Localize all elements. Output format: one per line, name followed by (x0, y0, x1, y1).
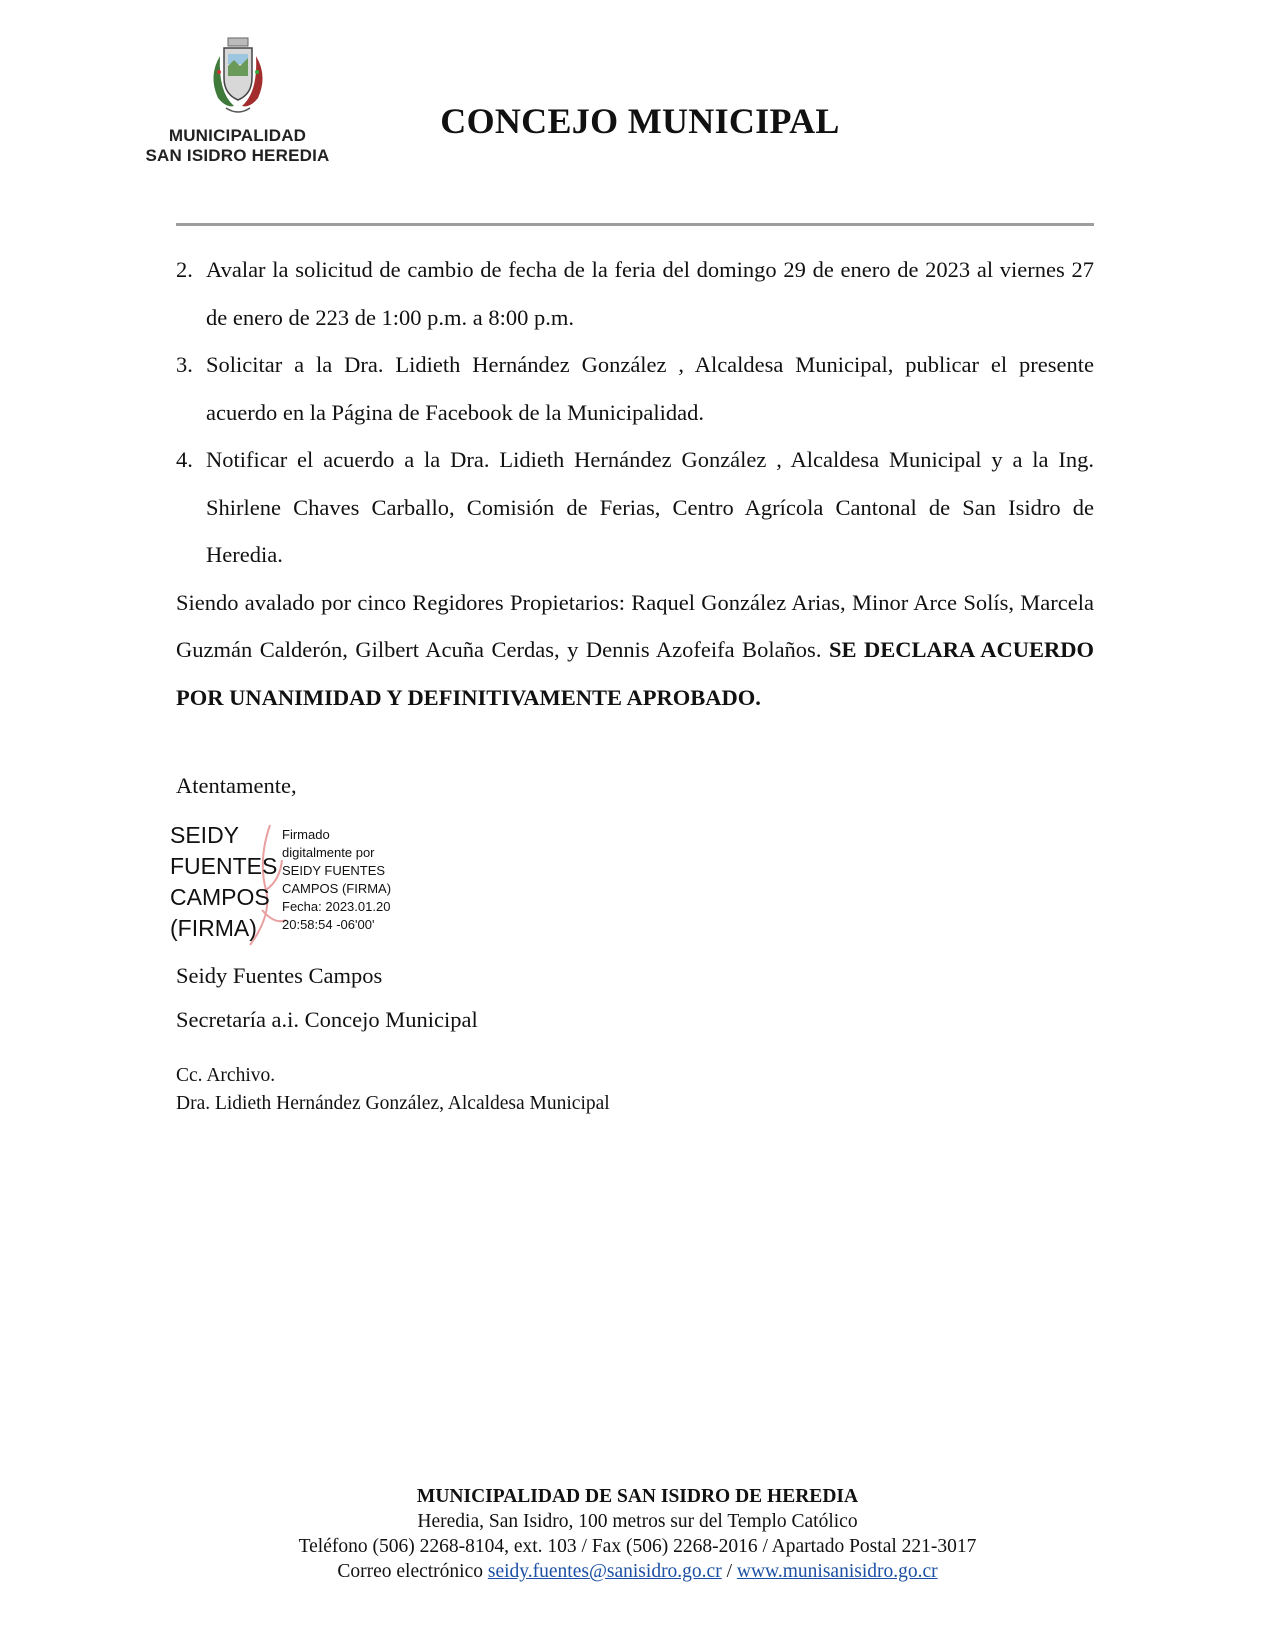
footer-phone: Teléfono (506) 2268-8104, ext. 103 / Fax (506) 2268-2016 / Apartado Postal 221-3017 (298, 1536, 977, 1557)
agreement-item (176, 341, 1094, 436)
signer-block (176, 954, 478, 1042)
footer-separator: / (726, 1561, 733, 1582)
item-text: Solicitar a la Dra. Lidieth Hernández González , Alcaldesa Municipal, publicar el presente acuerdo en la Página de Facebook de la Municipalidad. (206, 352, 1094, 425)
logo-text-line2: SAN ISIDRO HEREDIA (145, 146, 330, 165)
header-divider (176, 223, 1094, 226)
vote-paragraph (176, 579, 1094, 722)
item-number: 2. (176, 257, 193, 282)
cc-block (176, 1062, 610, 1118)
signature-name-block (170, 820, 277, 944)
footer-email-link[interactable]: seidy.fuentes@sanisidro.go.cr (487, 1561, 722, 1582)
vote-text: Siendo avalado por cinco Regidores Propietarios: Raquel González Arias, Minor Arce Solís, Marcela Guzmán Calderón, Gilbert Acuña Cerdas, y Dennis Azofeifa Bolaños. (176, 589, 1094, 662)
signature-detail-line: SEIDY FUENTES (282, 863, 386, 878)
footer-email-label: Correo electrónico (337, 1561, 483, 1582)
page-footer (200, 1484, 1075, 1584)
page-title: CONCEJO MUNICIPAL (440, 101, 840, 141)
signature-detail-line: CAMPOS (FIRMA) (282, 881, 392, 896)
footer-website-link[interactable]: www.munisanisidro.go.cr (736, 1561, 938, 1582)
agreement-item (176, 246, 1094, 341)
item-number: 3. (176, 352, 193, 377)
cc-line: Dra. Lidieth Hernández González, Alcaldesa Municipal (176, 1093, 610, 1114)
coat-of-arms-icon (198, 36, 278, 126)
signature-detail-line: Fecha: 2023.01.20 (282, 899, 391, 914)
signer-name: Seidy Fuentes Campos (176, 963, 383, 988)
signature-details (282, 826, 391, 934)
logo-text-line1: MUNICIPALIDAD (168, 126, 307, 145)
signature-name-line: FUENTES (170, 853, 278, 879)
signer-role: Secretaría a.i. Concejo Municipal (176, 1007, 478, 1032)
item-text: Notificar el acuerdo a la Dra. Lidieth Hernández González , Alcaldesa Municipal y a la Ing. Shirlene Chaves Carballo, Comisión de Ferias, Centro Agrícola Cantonal de San Isidro de Heredia. (206, 447, 1094, 567)
cc-line: Cc. Archivo. (176, 1065, 276, 1086)
document-body (176, 246, 1094, 721)
signature-name-line: CAMPOS (170, 884, 270, 910)
item-number: 4. (176, 447, 193, 472)
footer-org: MUNICIPALIDAD DE SAN ISIDRO DE HEREDIA (416, 1486, 859, 1507)
digital-signature (170, 820, 430, 955)
signature-detail-line: 20:58:54 -06'00' (282, 917, 375, 932)
municipal-logo (125, 36, 350, 176)
footer-address: Heredia, San Isidro, 100 metros sur del Templo Católico (417, 1511, 858, 1532)
agreement-item (176, 436, 1094, 579)
closing-salutation: Atentamente, (176, 773, 297, 798)
item-text: Avalar la solicitud de cambio de fecha de la feria del domingo 29 de enero de 2023 al viernes 27 de enero de 223 de 1:00 p.m. a 8:00 p.m. (206, 257, 1094, 330)
approval-declaration: SE DECLARA ACUERDO POR UNANIMIDAD Y DEFINITIVAMENTE APROBADO. (176, 637, 1094, 710)
footer-contact (200, 1559, 1075, 1584)
signature-name-line: SEIDY (170, 822, 240, 848)
signature-name-line: (FIRMA) (170, 915, 257, 941)
signature-detail-line: Firmado (282, 827, 330, 842)
signature-detail-line: digitalmente por (282, 845, 375, 860)
